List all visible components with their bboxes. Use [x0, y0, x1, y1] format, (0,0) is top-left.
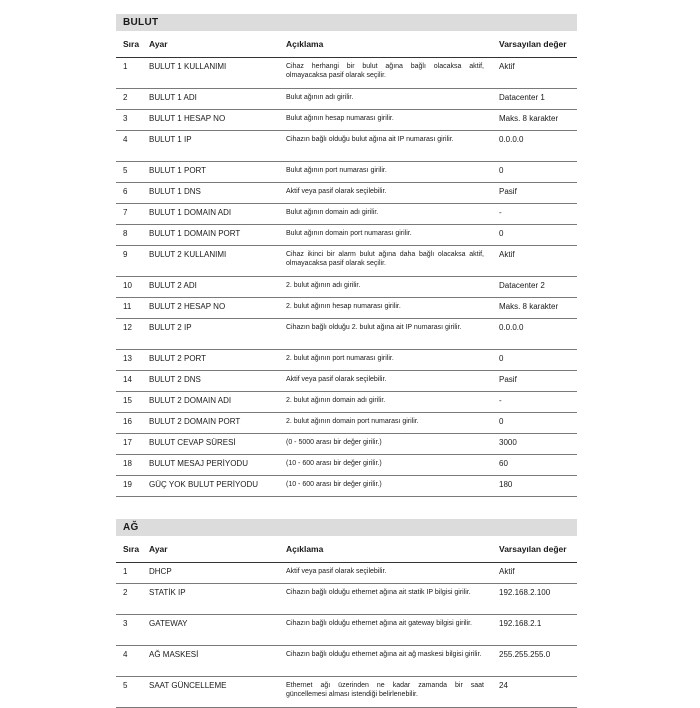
setting-description: Cihaz herhangi bir bulut ağına bağlı olacaksa aktif, olmayacaksa pasif olarak seçilir.	[279, 58, 492, 89]
row-number: 5	[116, 677, 142, 708]
setting-description: (0 - 5000 arası bir değer girilir.)	[279, 434, 492, 455]
header-ayar: Ayar	[142, 536, 279, 563]
default-value: Aktif	[492, 246, 577, 277]
row-number: 9	[116, 246, 142, 277]
row-number: 14	[116, 371, 142, 392]
default-value: 192.168.2.1	[492, 615, 577, 646]
setting-name: STATİK IP	[142, 584, 279, 615]
setting-name: BULUT 1 DNS	[142, 183, 279, 204]
default-value: 3000	[492, 434, 577, 455]
table-row	[116, 183, 577, 204]
default-value: 0	[492, 162, 577, 183]
default-value: Pasif	[492, 371, 577, 392]
setting-description: Cihaz ikinci bir alarm bulut ağına daha bağlı olacaksa aktif, olmayacaksa pasif olarak seçilir.	[279, 246, 492, 277]
setting-name: AĞ MASKESİ	[142, 646, 279, 677]
row-number: 4	[116, 131, 142, 162]
setting-name: BULUT 2 IP	[142, 319, 279, 350]
setting-description: Bulut ağının port numarası girilir.	[279, 162, 492, 183]
setting-description: Aktif veya pasif olarak seçilebilir.	[279, 183, 492, 204]
sections-container	[116, 14, 577, 708]
default-value: 192.168.2.100	[492, 584, 577, 615]
setting-description: Cihazın bağlı olduğu ethernet ağına ait statik IP bilgisi girilir.	[279, 584, 492, 615]
setting-name: BULUT 2 PORT	[142, 350, 279, 371]
header-varsayilan: Varsayılan değer	[492, 536, 577, 563]
table-header-row	[116, 536, 577, 563]
table-row	[116, 476, 577, 497]
setting-name: BULUT 1 KULLANIMI	[142, 58, 279, 89]
row-number: 11	[116, 298, 142, 319]
setting-name: BULUT 1 ADI	[142, 89, 279, 110]
table-row	[116, 298, 577, 319]
table-header-row	[116, 31, 577, 58]
default-value: 24	[492, 677, 577, 708]
default-value: 0.0.0.0	[492, 131, 577, 162]
setting-description: Bulut ağının domain adı girilir.	[279, 204, 492, 225]
default-value: 0	[492, 413, 577, 434]
row-number: 13	[116, 350, 142, 371]
setting-description: (10 - 600 arası bir değer girilir.)	[279, 476, 492, 497]
setting-name: SAAT GÜNCELLEME	[142, 677, 279, 708]
setting-description: 2. bulut ağının adı girilir.	[279, 277, 492, 298]
row-number: 3	[116, 110, 142, 131]
row-number: 19	[116, 476, 142, 497]
table-row	[116, 277, 577, 298]
document-page	[116, 14, 577, 708]
setting-name: BULUT 1 DOMAIN ADI	[142, 204, 279, 225]
header-varsayilan: Varsayılan değer	[492, 31, 577, 58]
table-row	[116, 58, 577, 89]
setting-description: Aktif veya pasif olarak seçilebilir.	[279, 371, 492, 392]
row-number: 15	[116, 392, 142, 413]
default-value: 0.0.0.0	[492, 319, 577, 350]
setting-description: Bulut ağının hesap numarası girilir.	[279, 110, 492, 131]
setting-name: BULUT CEVAP SÜRESİ	[142, 434, 279, 455]
row-number: 18	[116, 455, 142, 476]
table-row	[116, 89, 577, 110]
setting-description: 2. bulut ağının domain port numarası girilir.	[279, 413, 492, 434]
table-row	[116, 319, 577, 350]
section-title: AĞ	[116, 519, 577, 536]
section-gap	[116, 497, 577, 519]
default-value: Datacenter 1	[492, 89, 577, 110]
setting-description: Ethernet ağı üzerinden ne kadar zamanda bir saat güncellemesi alması istendiği belirlenebilir.	[279, 677, 492, 708]
setting-name: BULUT 2 DNS	[142, 371, 279, 392]
setting-name: DHCP	[142, 563, 279, 584]
setting-name: BULUT 1 IP	[142, 131, 279, 162]
setting-description: Cihazın bağlı olduğu ethernet ağına ait gateway bilgisi girilir.	[279, 615, 492, 646]
setting-description: 2. bulut ağının hesap numarası girilir.	[279, 298, 492, 319]
table-row	[116, 131, 577, 162]
table-row	[116, 563, 577, 584]
default-value: Maks. 8 karakter	[492, 298, 577, 319]
row-number: 12	[116, 319, 142, 350]
header-aciklama: Açıklama	[279, 536, 492, 563]
table-row	[116, 455, 577, 476]
setting-name: GATEWAY	[142, 615, 279, 646]
setting-name: BULUT 1 PORT	[142, 162, 279, 183]
settings-table	[116, 31, 577, 497]
setting-name: BULUT 2 KULLANIMI	[142, 246, 279, 277]
default-value: 0	[492, 225, 577, 246]
default-value: 0	[492, 350, 577, 371]
default-value: 60	[492, 455, 577, 476]
row-number: 1	[116, 563, 142, 584]
setting-name: BULUT 2 ADI	[142, 277, 279, 298]
row-number: 17	[116, 434, 142, 455]
row-number: 1	[116, 58, 142, 89]
table-row	[116, 246, 577, 277]
settings-table	[116, 536, 577, 708]
setting-description: Cihazın bağlı olduğu bulut ağına ait IP numarası girilir.	[279, 131, 492, 162]
default-value: 255.255.255.0	[492, 646, 577, 677]
default-value: 180	[492, 476, 577, 497]
setting-description: Bulut ağının domain port numarası girilir.	[279, 225, 492, 246]
setting-description: (10 - 600 arası bir değer girilir.)	[279, 455, 492, 476]
row-number: 7	[116, 204, 142, 225]
table-row	[116, 371, 577, 392]
default-value: Datacenter 2	[492, 277, 577, 298]
table-row	[116, 413, 577, 434]
table-row	[116, 646, 577, 677]
row-number: 6	[116, 183, 142, 204]
row-number: 2	[116, 89, 142, 110]
table-row	[116, 225, 577, 246]
row-number: 2	[116, 584, 142, 615]
table-row	[116, 434, 577, 455]
table-row	[116, 204, 577, 225]
default-value: Maks. 8 karakter	[492, 110, 577, 131]
setting-name: GÜÇ YOK BULUT PERİYODU	[142, 476, 279, 497]
table-row	[116, 392, 577, 413]
default-value: -	[492, 204, 577, 225]
setting-description: Cihazın bağlı olduğu 2. bulut ağına ait IP numarası girilir.	[279, 319, 492, 350]
setting-description: Aktif veya pasif olarak seçilebilir.	[279, 563, 492, 584]
setting-name: BULUT 2 DOMAIN PORT	[142, 413, 279, 434]
row-number: 4	[116, 646, 142, 677]
setting-description: 2. bulut ağının domain adı girilir.	[279, 392, 492, 413]
setting-name: BULUT 2 HESAP NO	[142, 298, 279, 319]
setting-name: BULUT 2 DOMAIN ADI	[142, 392, 279, 413]
setting-description: Cihazın bağlı olduğu ethernet ağına ait ağ maskesi bilgisi girilir.	[279, 646, 492, 677]
default-value: -	[492, 392, 577, 413]
setting-name: BULUT 1 HESAP NO	[142, 110, 279, 131]
header-sira: Sıra	[116, 31, 142, 58]
table-row	[116, 615, 577, 646]
table-row	[116, 110, 577, 131]
setting-description: Bulut ağının adı girilir.	[279, 89, 492, 110]
setting-description: 2. bulut ağının port numarası girilir.	[279, 350, 492, 371]
default-value: Pasif	[492, 183, 577, 204]
header-sira: Sıra	[116, 536, 142, 563]
setting-name: BULUT MESAJ PERİYODU	[142, 455, 279, 476]
header-ayar: Ayar	[142, 31, 279, 58]
row-number: 8	[116, 225, 142, 246]
table-row	[116, 677, 577, 708]
header-aciklama: Açıklama	[279, 31, 492, 58]
row-number: 3	[116, 615, 142, 646]
setting-name: BULUT 1 DOMAIN PORT	[142, 225, 279, 246]
default-value: Aktif	[492, 58, 577, 89]
table-row	[116, 584, 577, 615]
row-number: 10	[116, 277, 142, 298]
row-number: 5	[116, 162, 142, 183]
row-number: 16	[116, 413, 142, 434]
default-value: Aktif	[492, 563, 577, 584]
table-row	[116, 162, 577, 183]
section-title: BULUT	[116, 14, 577, 31]
table-row	[116, 350, 577, 371]
